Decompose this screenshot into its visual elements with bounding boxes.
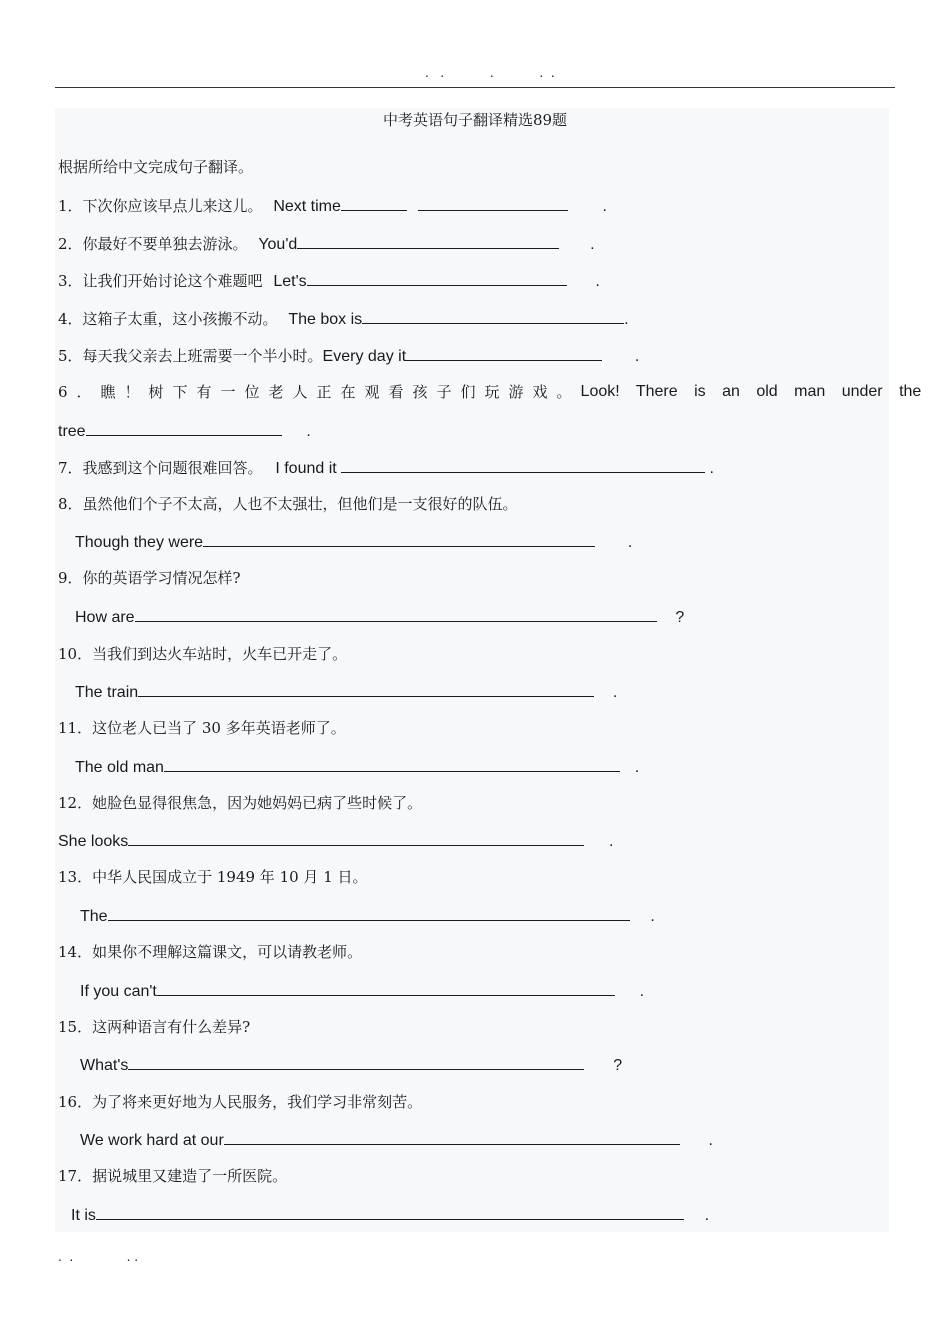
question-en: Every day it <box>322 348 407 365</box>
question-11: 11．这位老人已当了 30 多年英语老师了。 <box>58 719 346 737</box>
question-6 <box>58 382 922 402</box>
question-3 <box>58 270 600 292</box>
question-en: Look! There is an old man under the <box>580 383 922 400</box>
end-punct: . <box>627 534 633 551</box>
answer-blank[interactable] <box>128 1054 584 1070</box>
answer-8 <box>75 531 632 553</box>
header-rule <box>55 87 895 88</box>
question-en-continued: tree <box>58 423 86 440</box>
question-15: 15．这两种语言有什么差异? <box>58 1018 251 1036</box>
end-punct: . <box>306 423 311 440</box>
question-10: 10．当我们到达火车站时，火车已开走了。 <box>58 645 348 663</box>
end-punct: . <box>602 198 607 215</box>
question-cn: 1．下次你应该早点儿来这儿。 <box>58 197 263 215</box>
end-punct: . <box>639 983 645 1000</box>
answer-blank[interactable] <box>297 233 559 249</box>
question-cn: 7．我感到这个问题很难回答。 <box>58 459 263 477</box>
answer-12 <box>58 830 614 852</box>
question-8: 8．虽然他们个子不太高，人也不太强壮，但他们是一支很好的队伍。 <box>58 495 518 513</box>
question-1 <box>58 195 607 217</box>
answer-13 <box>80 905 655 927</box>
answer-15 <box>80 1054 622 1076</box>
question-en: The old man <box>75 759 164 776</box>
question-7 <box>58 457 714 479</box>
question-en: The box is <box>288 311 363 328</box>
question-cn: 6．瞧！树下有一位老人正在观看孩子们玩游戏。 <box>58 383 581 401</box>
question-13: 13．中华人民国成立于 1949 年 10 月 1 日。 <box>58 868 368 886</box>
question-cn: 5．每天我父亲去上班需要一个半小时。 <box>58 347 323 365</box>
answer-blank[interactable] <box>362 308 624 324</box>
question-en: Next time <box>273 198 341 215</box>
question-en: If you can't <box>80 983 157 1000</box>
end-punct: ? <box>613 1057 623 1074</box>
end-punct: . <box>708 1132 713 1149</box>
answer-9 <box>75 606 684 628</box>
question-cn: 3．让我们开始讨论这个难题吧 <box>58 272 263 290</box>
end-punct: . <box>704 1207 710 1224</box>
answer-blank[interactable] <box>406 345 602 361</box>
footer-dots: . . . . <box>58 1250 139 1264</box>
question-en: She looks <box>58 833 129 850</box>
answer-blank[interactable] <box>108 905 630 921</box>
end-punct: . <box>609 833 614 850</box>
question-17: 17．据说城里又建造了一所医院。 <box>58 1167 288 1185</box>
question-14: 14．如果你不理解这篇课文，可以请教老师。 <box>58 943 363 961</box>
header-dots: . . . . . <box>425 66 555 80</box>
end-punct: . <box>634 759 640 776</box>
answer-blank[interactable] <box>128 830 584 846</box>
question-9: 9．你的英语学习情况怎样? <box>58 569 241 587</box>
answer-blank[interactable] <box>86 420 282 436</box>
question-cn: 4．这箱子太重，这小孩搬不动。 <box>58 310 278 328</box>
answer-11 <box>75 756 639 778</box>
question-en: Though they were <box>75 534 204 551</box>
answer-blank[interactable] <box>341 457 705 473</box>
end-punct: . <box>634 348 640 365</box>
answer-blank[interactable] <box>138 681 594 697</box>
end-punct: . <box>650 908 655 925</box>
question-en: What's <box>80 1057 129 1074</box>
end-punct: . <box>612 684 618 701</box>
question-en: It is <box>71 1207 96 1224</box>
question-en: Let's <box>273 273 307 290</box>
answer-blank[interactable] <box>96 1204 684 1220</box>
answer-10 <box>75 681 617 703</box>
answer-17 <box>71 1204 709 1226</box>
question-en: How are <box>75 609 135 626</box>
answer-blank[interactable] <box>418 195 568 211</box>
end-punct: ? <box>675 609 685 626</box>
answer-blank[interactable] <box>307 270 567 286</box>
answer-blank[interactable] <box>164 756 620 772</box>
question-6-continued <box>58 420 311 442</box>
end-punct: . <box>709 460 714 477</box>
answer-blank[interactable] <box>157 980 615 996</box>
question-5 <box>58 345 639 367</box>
question-en: We work hard at our <box>80 1132 224 1149</box>
answer-blank[interactable] <box>341 195 407 211</box>
question-12: 12．她脸色显得很焦急，因为她妈妈已病了些时候了。 <box>58 794 423 812</box>
end-punct: . <box>595 273 600 290</box>
end-punct: . <box>590 236 595 253</box>
question-16: 16．为了将来更好地为人民服务，我们学习非常刻苦。 <box>58 1093 423 1111</box>
answer-blank[interactable] <box>203 531 595 547</box>
question-en: The train <box>75 684 139 701</box>
page-title: 中考英语句子翻译精选89题 <box>382 111 568 129</box>
answer-blank[interactable] <box>135 606 657 622</box>
question-cn: 2．你最好不要单独去游泳。 <box>58 235 248 253</box>
instruction: 根据所给中文完成句子翻译。 <box>58 158 254 176</box>
question-en: The <box>80 908 108 925</box>
question-4 <box>58 308 629 330</box>
end-punct: . <box>624 311 629 328</box>
answer-16 <box>80 1129 713 1151</box>
answer-14 <box>80 980 644 1002</box>
answer-blank[interactable] <box>224 1129 680 1145</box>
question-en: I found it <box>275 460 337 477</box>
question-2 <box>58 233 595 255</box>
question-en: You'd <box>258 236 298 253</box>
